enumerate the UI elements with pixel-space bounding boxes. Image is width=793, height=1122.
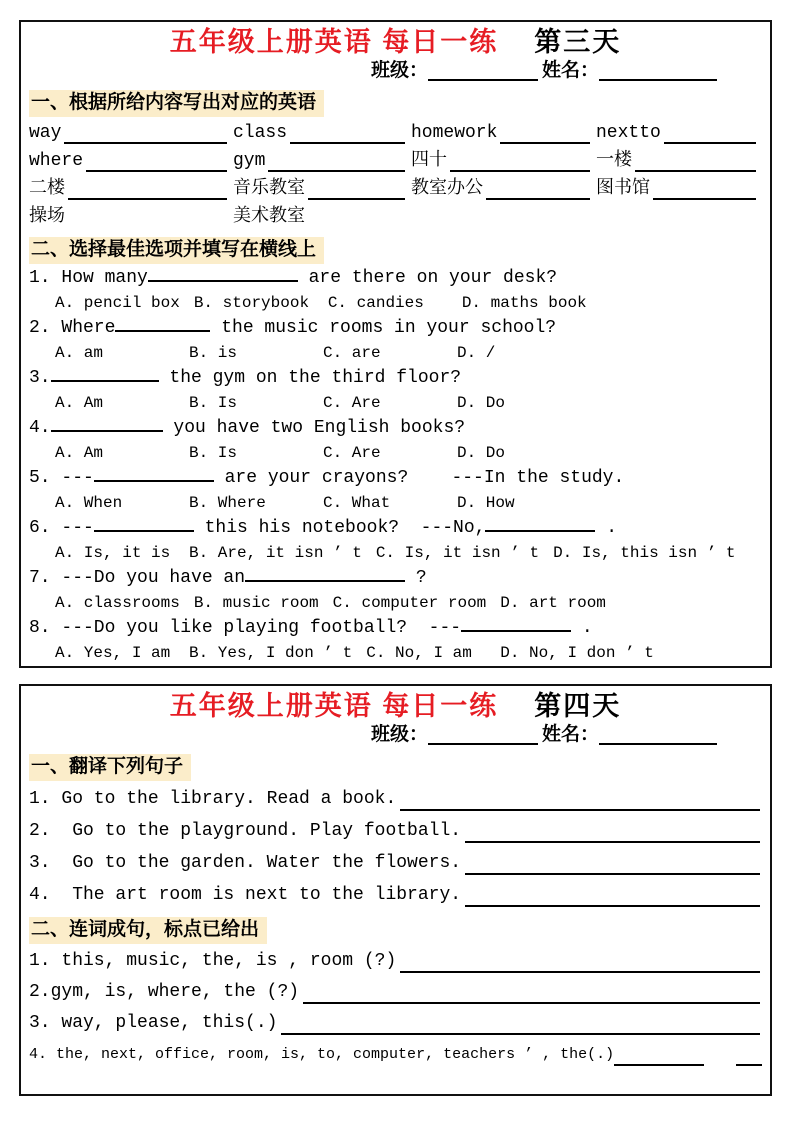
answer-blank — [64, 124, 227, 144]
title-day-text: 第四天 — [534, 691, 622, 721]
vocab-item: way — [29, 119, 233, 147]
option-a: A. Am — [55, 444, 104, 462]
vocab-item: 一楼 — [596, 147, 762, 175]
options-row-1 — [29, 291, 762, 316]
option-d: D. maths book — [461, 294, 587, 312]
connect-item-4: 4. the, next, office, room, is, to, computer, teachers ’ , the(.) — [29, 1039, 762, 1070]
options-row-2 — [29, 341, 762, 366]
worksheet-title — [29, 26, 762, 58]
translate-item-4: 4. The art room is next to the library. — [29, 879, 762, 911]
question-6: 6. --- this his notebook? ---No, . — [29, 518, 618, 538]
vocab-item: 教室办公 — [411, 175, 596, 203]
answer-blank — [29, 1080, 401, 1096]
option-a: A. am — [55, 344, 104, 362]
answer-blank — [86, 152, 227, 172]
name-label: 姓名： — [542, 60, 600, 81]
option-c: C. computer room — [332, 594, 487, 612]
option-c: C. Are — [323, 444, 381, 462]
section2-header: 二、选择最佳选项并填写在横线上 — [29, 237, 762, 264]
worksheet-day3 — [19, 20, 772, 668]
options-row-7 — [29, 591, 762, 616]
answer-blank — [51, 417, 163, 432]
question-2: 2. Where the music rooms in your school? — [29, 318, 557, 338]
option-b: B. Where — [189, 494, 266, 512]
answer-blank — [500, 124, 590, 144]
option-c: C. are — [323, 344, 381, 362]
class-blank — [428, 64, 538, 81]
answer-blank — [450, 152, 590, 172]
options-row-8 — [29, 641, 762, 666]
answer-blank — [736, 1049, 762, 1066]
option-d: D. Is, this isn ’ t — [553, 544, 736, 562]
option-c: C. candies — [327, 294, 424, 312]
vocab-item: where — [29, 147, 233, 175]
name-label: 姓名： — [542, 724, 600, 745]
option-d: D. Do — [457, 394, 506, 412]
class-label: 班级： — [371, 724, 429, 745]
option-b: B. Is — [189, 394, 238, 412]
worksheet-title — [29, 690, 762, 722]
answer-blank — [290, 124, 405, 144]
connect-item-1: 1. this, music, the, is , room (?) — [29, 946, 762, 977]
option-b: B. Is — [189, 444, 238, 462]
option-a: A. Yes, I am — [55, 644, 171, 662]
option-a: A. Is, it is — [55, 544, 171, 562]
name-blank — [599, 64, 717, 81]
question-7: 7. ---Do you have an ? — [29, 568, 427, 588]
answer-blank — [465, 853, 760, 875]
option-c: C. What — [323, 494, 391, 512]
answer-blank — [245, 567, 405, 582]
title-red-text: 五年级上册英语 每日一练 — [169, 691, 499, 721]
option-b: B. Are, it isn ’ t — [189, 544, 362, 562]
option-c: C. Is, it isn ’ t — [375, 544, 540, 562]
vocab-item: 美术教室 — [233, 203, 411, 231]
option-d: D. / — [457, 344, 496, 362]
answer-blank — [148, 267, 298, 282]
option-d: D. No, I don ’ t — [500, 644, 654, 662]
student-info-row — [29, 722, 762, 748]
answer-blank — [635, 152, 756, 172]
translate-item-2: 2. Go to the playground. Play football. — [29, 815, 762, 847]
student-info-row — [29, 58, 762, 84]
option-b: B. storybook — [193, 294, 310, 312]
answer-blank — [485, 517, 595, 532]
section1-header: 一、根据所给内容写出对应的英语 — [29, 90, 762, 117]
answer-blank — [115, 317, 210, 332]
answer-blank — [308, 215, 366, 231]
name-blank — [599, 728, 717, 745]
vocab-item: class — [233, 119, 411, 147]
connect-item-4-continuation — [29, 1070, 762, 1096]
title-day-text: 第三天 — [534, 27, 622, 57]
option-c: C. Are — [323, 394, 381, 412]
translate-item-3: 3. Go to the garden. Water the flowers. — [29, 847, 762, 879]
vocab-grid — [29, 119, 762, 231]
answer-blank — [614, 1049, 704, 1066]
answer-blank — [400, 951, 760, 973]
section1-header: 一、翻译下列句子 — [29, 754, 762, 781]
question-3: 3. the gym on the third floor? — [29, 368, 462, 388]
vocab-item: 音乐教室 — [233, 175, 411, 203]
answer-blank — [653, 180, 756, 200]
class-blank — [428, 728, 538, 745]
answer-blank — [664, 124, 756, 144]
question-8: 8. ---Do you like playing football? --- . — [29, 618, 593, 638]
vocab-item: nextto — [596, 119, 762, 147]
option-c: C. No, I am — [366, 644, 472, 662]
class-label: 班级： — [371, 60, 429, 81]
option-d: D. Do — [457, 444, 506, 462]
answer-blank — [486, 180, 590, 200]
answer-blank — [94, 517, 194, 532]
answer-blank — [400, 789, 760, 811]
option-b: B. Yes, I don ’ t — [189, 644, 353, 662]
question-4: 4. you have two English books? — [29, 418, 466, 438]
answer-blank — [268, 152, 405, 172]
question-1: 1. How many are there on your desk? — [29, 268, 558, 288]
answer-blank — [461, 617, 571, 632]
answer-blank — [281, 1013, 760, 1035]
option-b: B. music room — [193, 594, 319, 612]
vocab-item: gym — [233, 147, 411, 175]
answer-blank — [465, 821, 760, 843]
answer-blank — [51, 367, 159, 382]
option-d: D. How — [457, 494, 515, 512]
translate-item-1: 1. Go to the library. Read a book. — [29, 783, 762, 815]
options-row-5 — [29, 491, 762, 516]
option-d: D. art room — [500, 594, 606, 612]
question-5: 5. --- are your crayons? ---In the study. — [29, 468, 625, 488]
vocab-item: 操场 — [29, 207, 65, 227]
vocab-item: 图书馆 — [596, 175, 762, 203]
answer-blank — [94, 467, 214, 482]
options-row-4 — [29, 441, 762, 466]
answer-blank — [303, 982, 760, 1004]
connect-item-2: 2.gym, is, where, the (?) — [29, 977, 762, 1008]
options-row-6 — [29, 541, 762, 566]
title-red-text: 五年级上册英语 每日一练 — [169, 27, 499, 57]
vocab-item: 二楼 — [29, 175, 233, 203]
option-a: A. classrooms — [55, 594, 180, 612]
answer-blank — [68, 180, 227, 200]
section2-header: 二、连词成句，标点已给出 — [29, 917, 762, 944]
answer-blank — [308, 180, 405, 200]
answer-blank — [465, 885, 760, 907]
connect-item-3: 3. way, please, this(.) — [29, 1008, 762, 1039]
option-b: B. is — [189, 344, 238, 362]
worksheet-day4 — [19, 684, 772, 1096]
option-a: A. pencil box — [55, 294, 180, 312]
option-a: A. Am — [55, 394, 104, 412]
vocab-item: homework — [411, 119, 596, 147]
vocab-item: 四十 — [411, 147, 596, 175]
option-a: A. When — [55, 494, 123, 512]
options-row-3 — [29, 391, 762, 416]
